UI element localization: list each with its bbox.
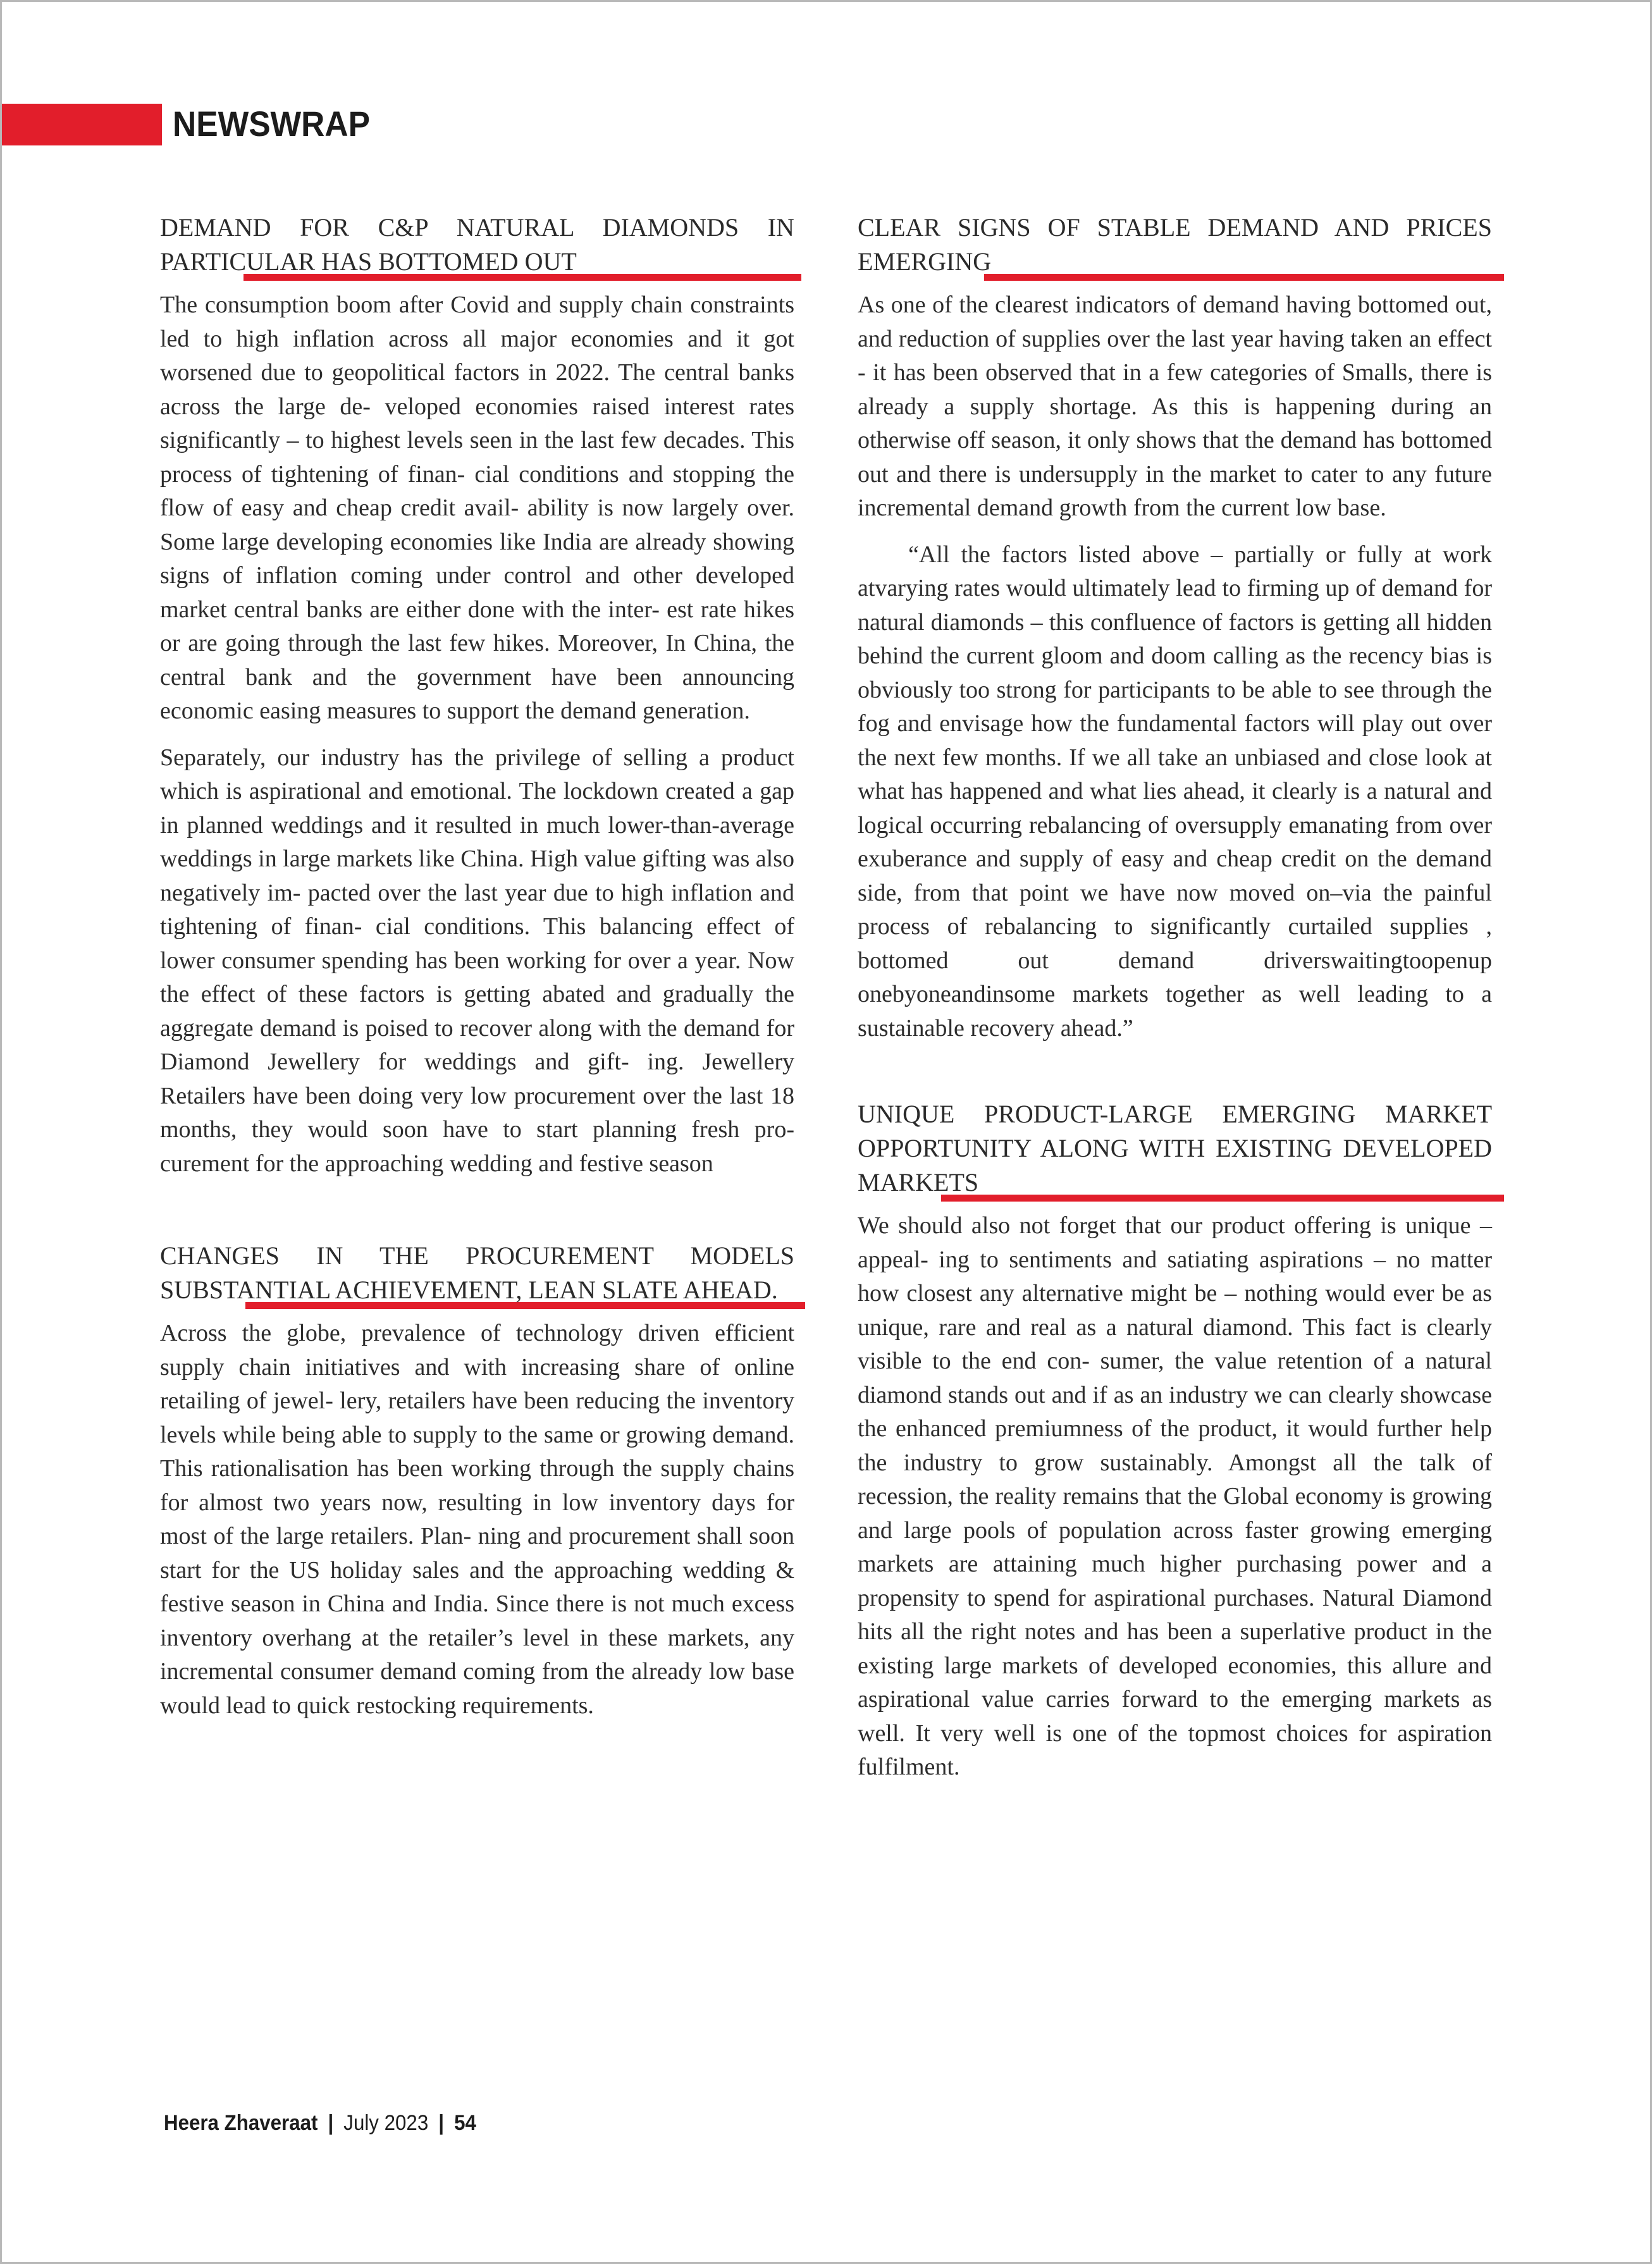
- article-heading: UNIQUE PRODUCT-LARGE EMERGING MARKET OPPORTUNITY ALONG WITH EXISTING DEVELOPED MARKETS: [858, 1100, 1492, 1197]
- footer-separator: |: [328, 2111, 334, 2135]
- heading-underline: [941, 1195, 1504, 1202]
- section-red-bar: [2, 104, 162, 145]
- article-heading: CHANGES IN THE PROCUREMENT MODELS SUBSTANTIAL ACHIEVEMENT, LEAN SLATE AHEAD.: [160, 1241, 794, 1304]
- article-paragraph: The consumption boom after Covid and supply chain constraints led to high inflation across all major economies and it got worsened due to geopolitical factors in 2022. The central banks across the large de- veloped economies raised interest rates significantly – to highest levels seen in the last few decades. This process of tightening of finan- cial conditions and stopping the flow of easy and cheap credit avail- ability is now largely over. Some large developing economies like India are already showing signs of inflation coming under control and other developed market central banks are either done with the inter- est rate hikes or are going through the last few hikes. Moreover, In China, the central bank and the government have been announcing economic easing measures to support the demand generation.: [160, 292, 794, 724]
- article-demand-bottomed-out: [160, 211, 794, 1181]
- article-paragraph: “All the factors listed above – partially or fully at work atvarying rates would ultimately lead to firming up of demand for natural diamonds – this confluence of factors is getting all hidden behind the current gloom and doom calling as the recency bias is obviously too strong for participants to be able to see through the fog and envisage how the fundamental factors will play out over the next few months. If we all take an unbiased and close look at what has happened and what lies ahead, it clearly is a natural and logical occurring rebalancing of oversupply emanating from over exuberance and supply of easy and cheap credit on the demand side, from that point we have now moved on–via the painful process of rebalancing to significantly curtailed supplies , bottomed out demand driverswaitingtoopenup onebyoneandinsome markets together as well leading to a sustainable recovery ahead.”: [858, 541, 1492, 1042]
- right-column: [858, 211, 1492, 1797]
- left-column: [160, 211, 794, 1735]
- article-heading: CLEAR SIGNS OF STABLE DEMAND AND PRICES EMERGING: [858, 213, 1492, 276]
- page-number: 54: [454, 2111, 476, 2135]
- article-paragraph: As one of the clearest indicators of demand having bottomed out, and reduction of supplies over the last year having taken an effect - it has been observed that in a few categories of Smalls, there is already a supply shortage. As this is happening during an otherwise off season, it only shows that the demand has bottomed out and there is undersupply in the market to cater to any future incremental demand growth from the current low base.: [858, 292, 1492, 521]
- article-stable-demand: [858, 211, 1492, 1045]
- article-paragraph: Separately, our industry has the privilege of selling a product which is aspirational and emotional. The lockdown created a gap in planned weddings and it resulted in much lower-than-average weddings in large markets like China. High value gifting was also negatively im- pacted over the last year due to high inflation and tightening of finan- cial conditions. This balancing effect of lower consumer spending has been working for over a year. Now the effect of these factors is getting abated and gradually the aggregate demand is poised to recover along with the demand for Diamond Jewellery for weddings and gift- ing. Jewellery Retailers have been doing very low procurement over the last 18 months, they would soon have to start planning fresh pro- curement for the approaching wedding and festive season: [160, 744, 794, 1177]
- footer-issue: July 2023: [343, 2111, 429, 2135]
- section-label: NEWSWRAP: [173, 104, 370, 144]
- article-heading: DEMAND FOR C&P NATURAL DIAMONDS IN PARTICULAR HAS BOTTOMED OUT: [160, 213, 794, 276]
- article-emerging-markets: [858, 1097, 1492, 1785]
- footer-separator: |: [438, 2111, 445, 2135]
- heading-underline: [984, 274, 1504, 281]
- article-paragraph: Across the globe, prevalence of technology driven efficient supply chain initiatives and with increasing share of online retailing of jewel- lery, retailers have been reducing the inventory levels while being able to supply to the same or growing demand. This rationalisation has been working through the supply chains for almost two years now, resulting in low inventory days for most of the large retailers. Plan- ning and procurement shall soon start for the US holiday sales and the approaching wedding & festive season in China and India. Since there is not much excess inventory overhang at the retailer’s level in these markets, any incremental consumer demand coming from the already low base would lead to quick restocking requirements.: [160, 1320, 794, 1719]
- article-paragraph: We should also not forget that our product offering is unique – appeal- ing to sentiments and satiating aspirations – no matter how closest any alternative might be – nothing would ever be as unique, rare and real as a natural diamond. This fact is clearly visible to the end con- sumer, the value retention of a natural diamond stands out and if as an industry we can clearly showcase the enhanced premiumness of the product, it would further help the industry to grow sustainably. Amongst all the talk of recession, the reality remains that the Global economy is growing and large pools of population across faster growing emerging markets are attaining much higher purchasing power and a propensity to spend for aspirational purchases. Natural Diamond hits all the right notes and has been a superlative product in the existing large markets of developed economies, this allure and aspirational value carries forward to the emerging markets as well. It very well is one of the topmost choices for aspiration fulfilment.: [858, 1212, 1492, 1780]
- article-procurement-models: [160, 1239, 794, 1723]
- footer-publication: Heera Zhaveraat: [164, 2111, 318, 2135]
- page-footer: [164, 2111, 476, 2136]
